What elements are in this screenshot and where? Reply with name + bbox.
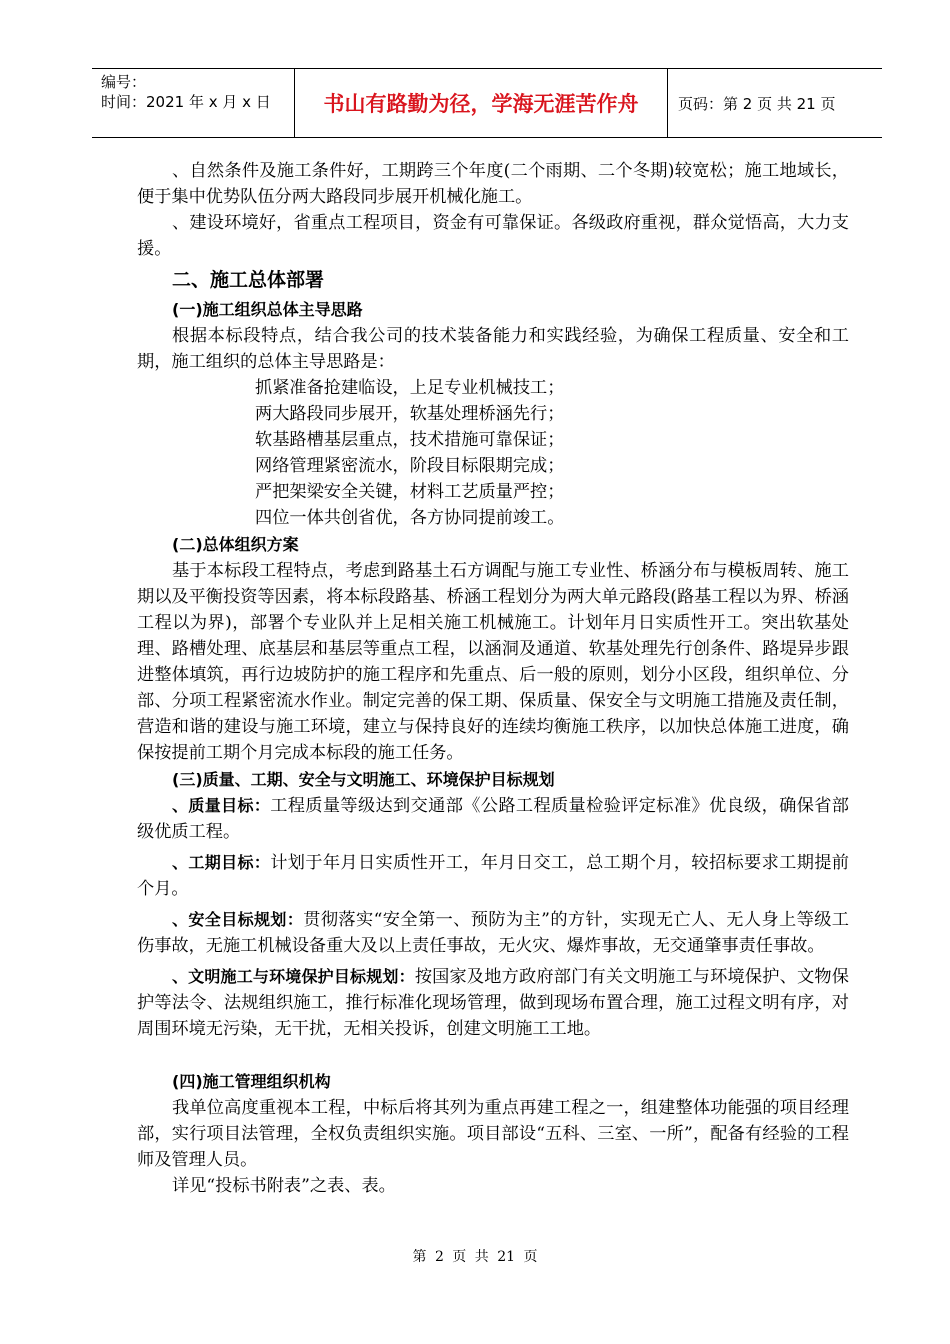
paragraph: 我单位高度重视本工程，中标后将其列为重点再建工程之一，组建整体功能强的项目经理部，实行项目法管理，全权负责组织实施。项目部设“五科、三室、一所”，配备有经验的工程师及管理人员。 (137, 1098, 849, 1170)
header-meta (92, 69, 294, 137)
page-header (92, 68, 882, 138)
spacer (137, 1042, 849, 1068)
goal-paragraph (137, 964, 849, 1042)
goal-paragraph (137, 850, 849, 902)
list-item: 网络管理紧密流水，阶段目标限期完成； (255, 456, 565, 476)
number-label: 编号： (101, 73, 147, 91)
subsection-heading: (三)质量、工期、安全与文明施工、环境保护目标规划 (172, 770, 555, 789)
goal-text: 按国家及地方政府部门有关文明施工与环境保护、文物保护等法令、法规组织施工，推行标准化现场管理，做到现场布置合理，施工过程文明有序，对周围环境无污染，无干扰，无相关投诉，创建文明施工工地。 (137, 967, 849, 1039)
header-page-label: 页码：第 2 页 共 21 页 (678, 94, 836, 113)
list-item: 抓紧准备抢建临设，上足专业机械技工； (255, 378, 565, 398)
time-label: 时间：2021 年 x 月 x 日 (101, 93, 271, 111)
header-motto: 书山有路勤为径，学海无涯苦作舟 (294, 69, 668, 137)
goal-text: 工程质量等级达到交通部《公路工程质量检验评定标准》优良级，确保省部级优质工程。 (137, 796, 849, 842)
list-item: 软基路槽基层重点，技术措施可靠保证； (255, 430, 565, 450)
paragraph: 根据本标段特点，结合我公司的技术装备能力和实践经验，为确保工程质量、安全和工期，施工组织的总体主导思路是： (137, 326, 849, 372)
subsection-heading: (四)施工管理组织机构 (172, 1072, 331, 1091)
goal-label: 、文明施工与环境保护目标规划： (172, 967, 415, 986)
paragraph: 、自然条件及施工条件好，工期跨三个年度(二个雨期、二个冬期)较宽松；施工地域长，便于集中优势队伍分两大路段同步展开机械化施工。 (137, 161, 849, 207)
goal-paragraph (137, 793, 849, 845)
goal-label: 、质量目标： (172, 796, 271, 815)
goal-paragraph (137, 907, 849, 959)
document-body (137, 158, 849, 1199)
guideline-list (137, 375, 849, 531)
section-heading: 二、施工总体部署 (172, 269, 325, 291)
subsection-heading: (二)总体组织方案 (172, 535, 299, 554)
goal-text: 贯彻落实“安全第一、预防为主”的方针，实现无亡人、无人身上等级工伤事故，无施工机械设备重大及以上责任事故，无火灾、爆炸事故，无交通肇事责任事故。 (137, 910, 849, 956)
paragraph: 基于本标段工程特点，考虑到路基土石方调配与施工专业性、桥涵分布与模板周转、施工期以及平衡投资等因素，将本标段路基、桥涵工程划分为两大单元路段(路基工程以为界、桥涵工程以为界)，部署个专业队并上足相关施工机械施工。计划年月日实质性开工。突出软基处理、路槽处理、底基层和基层等重点工程，以涵洞及通道、软基处理先行创条件、路堤异步跟进整体填筑，再行边坡防护的施工程序和先重点、后一般的原则，划分小区段，组织单位、分部、分项工程紧密流水作业。制定完善的保工期、保质量、保安全与文明施工措施及责任制，营造和谐的建设与施工环境，建立与保持良好的连续均衡施工秩序，以加快总体施工进度，确保按提前工期个月完成本标段的施工任务。 (137, 561, 849, 763)
paragraph: 详见“投标书附表”之表、表。 (172, 1176, 396, 1196)
subsection-heading: (一)施工组织总体主导思路 (172, 300, 363, 319)
list-item: 四位一体共创省优，各方协同提前竣工。 (255, 508, 565, 528)
paragraph: 、建设环境好，省重点工程项目，资金有可靠保证。各级政府重视，群众觉悟高，大力支援。 (137, 213, 849, 259)
page-footer: 第 2 页 共 21 页 (412, 1249, 538, 1265)
goal-label: 、工期目标： (172, 853, 271, 872)
list-item: 两大路段同步展开，软基处理桥涵先行； (255, 404, 565, 424)
goal-label: 、安全目标规划： (172, 910, 304, 929)
goal-text: 计划于年月日实质性开工，年月日交工，总工期个月，较招标要求工期提前个月。 (137, 853, 849, 899)
list-item: 严把架梁安全关键，材料工艺质量严控； (255, 482, 565, 502)
